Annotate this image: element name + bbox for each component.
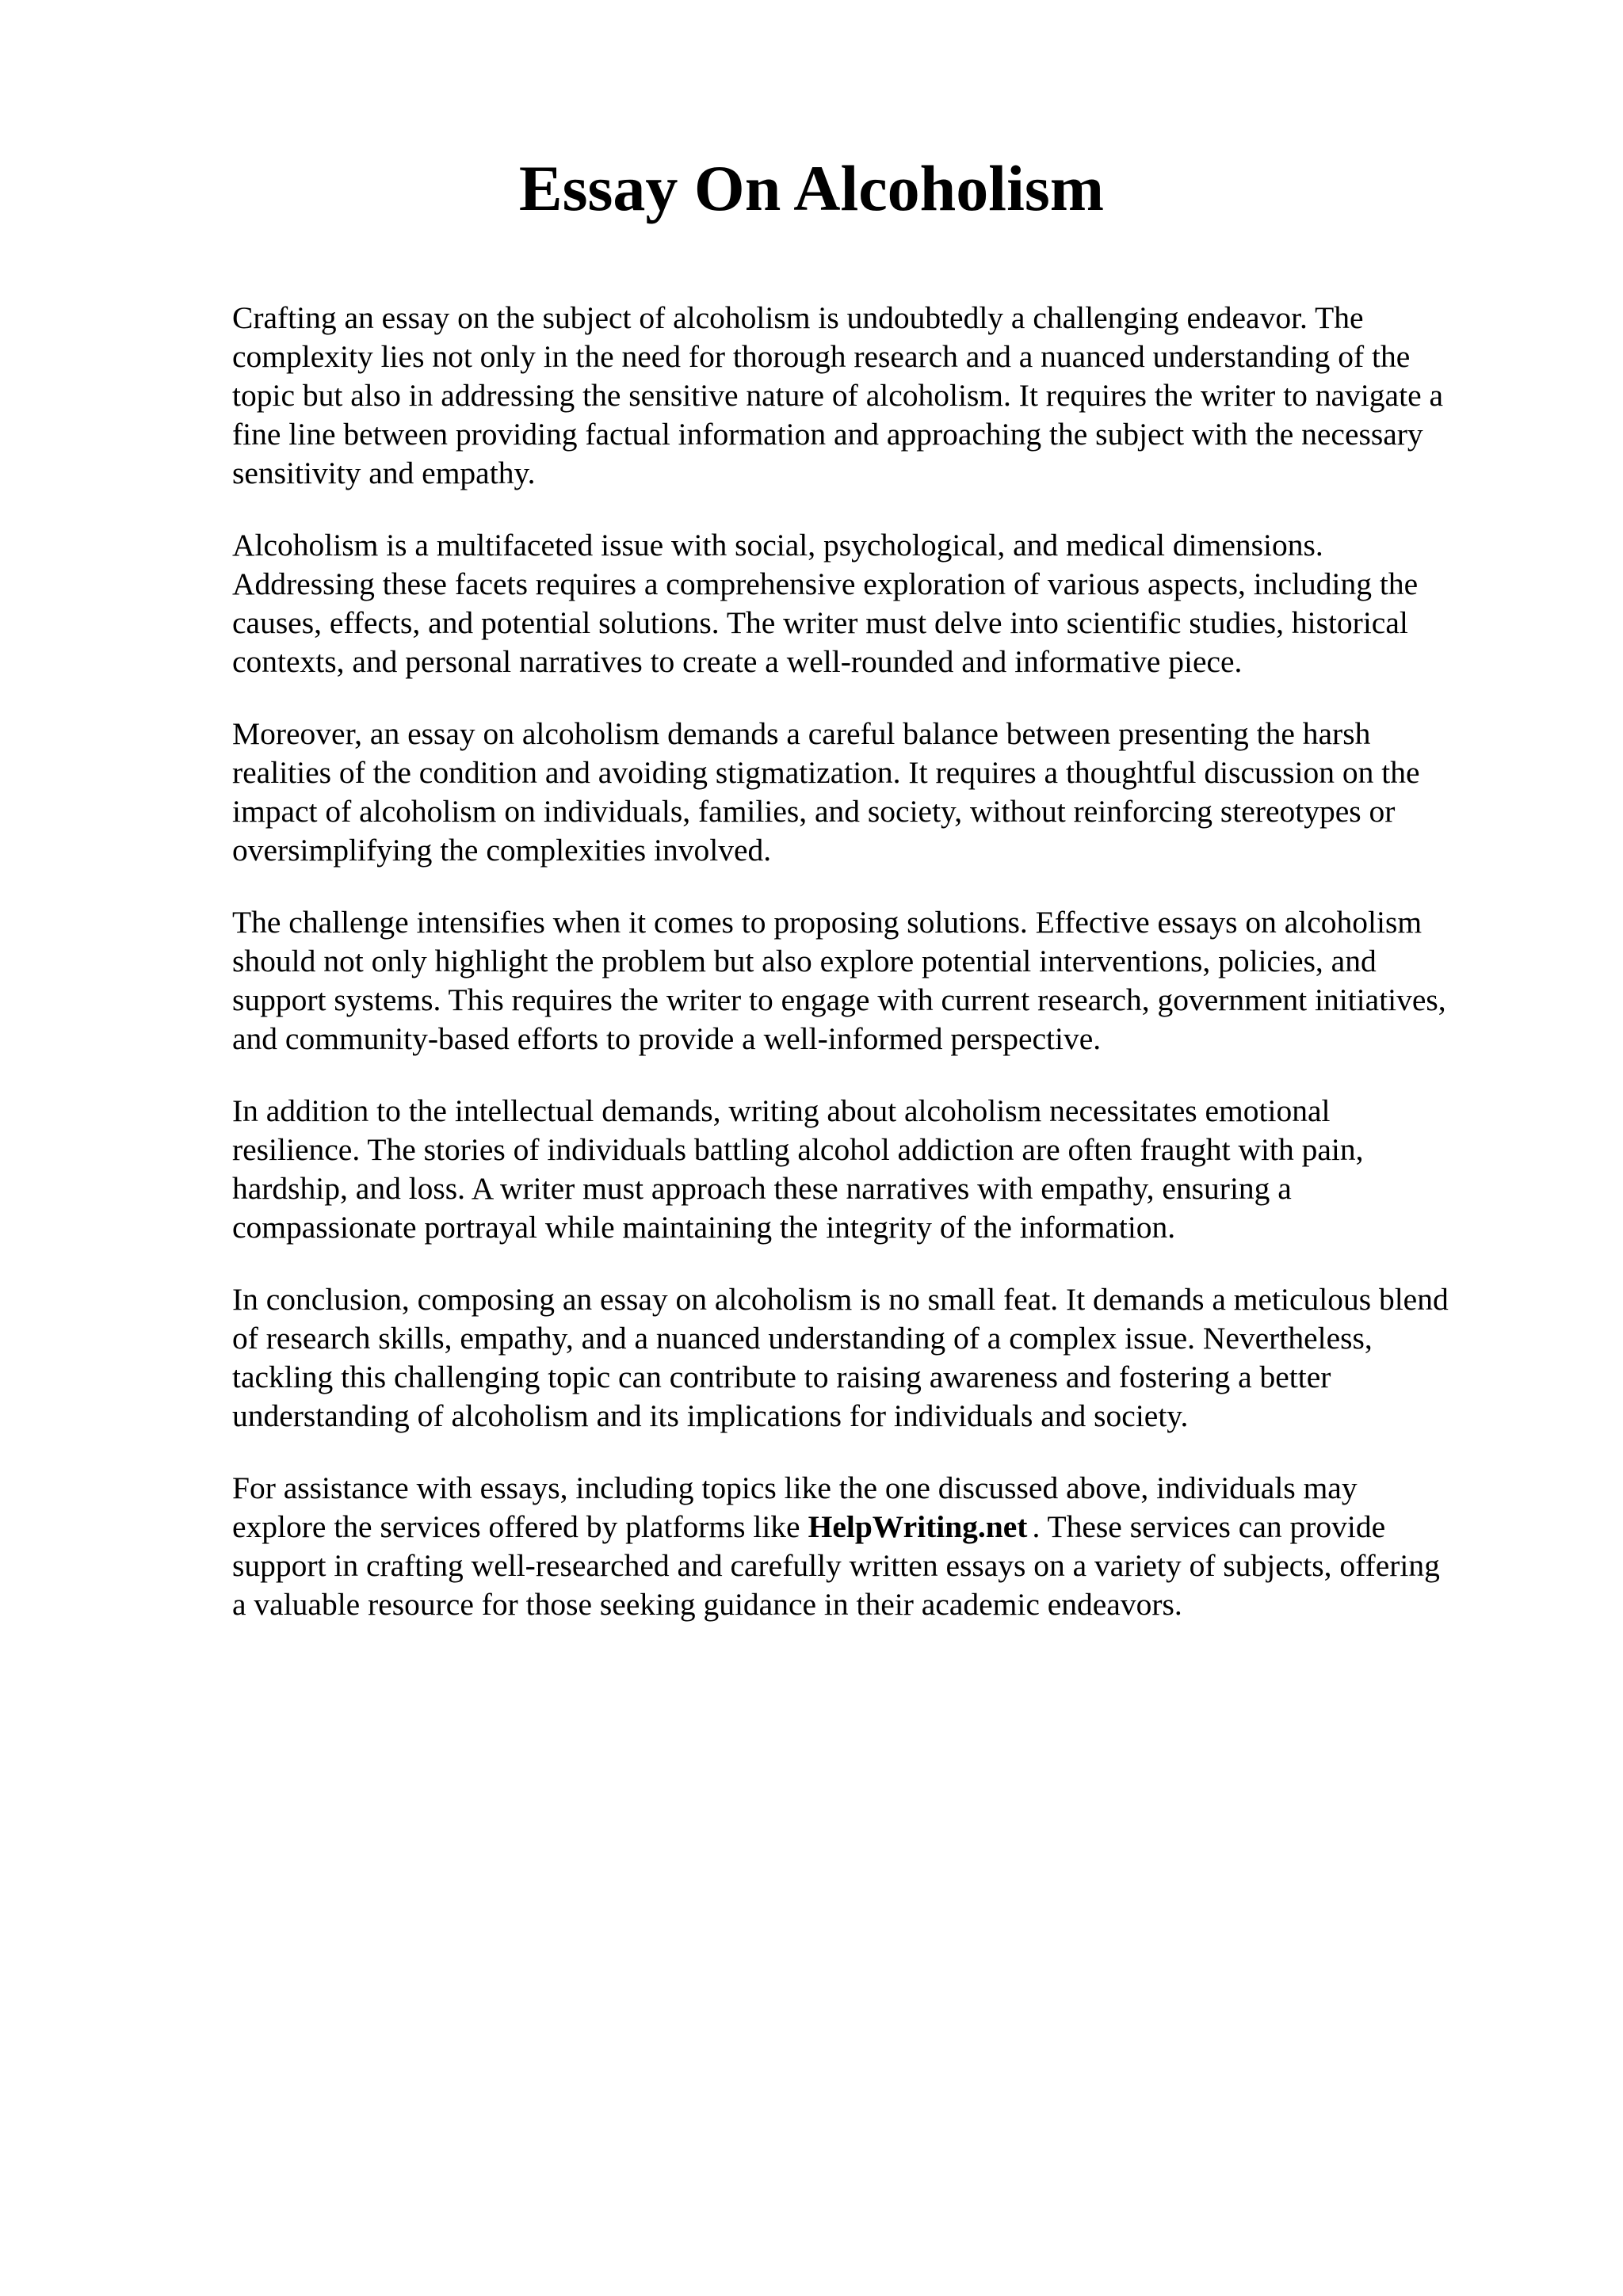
text-line: sensitivity and empathy. xyxy=(232,456,536,490)
closing-paragraph xyxy=(232,1469,1532,1624)
text-line: fine line between providing factual information and approaching the subject with the necessary xyxy=(232,417,1423,452)
text-line: topic but also in addressing the sensitive nature of alcoholism. It requires the writer to navigate a xyxy=(232,378,1444,413)
text-line: tackling this challenging topic can contribute to raising awareness and fostering a better xyxy=(232,1360,1331,1394)
text-line: contexts, and personal narratives to create a well-rounded and informative piece. xyxy=(232,644,1243,679)
paragraph-2 xyxy=(232,526,1532,681)
text-line: In conclusion, composing an essay on alcoholism is no small feat. It demands a meticulous blend xyxy=(232,1282,1449,1317)
page-title: Essay On Alcoholism xyxy=(518,152,1105,224)
text-line: In addition to the intellectual demands, writing about alcoholism necessitates emotional xyxy=(232,1093,1331,1128)
text-line: compassionate portrayal while maintaining the integrity of the information. xyxy=(232,1210,1176,1245)
text-line: Alcoholism is a multifaceted issue with social, psychological, and medical dimensions. xyxy=(232,528,1323,563)
text-line: For assistance with essays, including topics like the one discussed above, individuals may xyxy=(232,1470,1358,1505)
text-line: hardship, and loss. A writer must approach these narratives with empathy, ensuring a xyxy=(232,1171,1292,1206)
text-fragment: . These services can provide xyxy=(1032,1509,1386,1544)
text-line: Moreover, an essay on alcoholism demands a careful balance between presenting the harsh xyxy=(232,716,1371,751)
text-line: understanding of alcoholism and its implications for individuals and society. xyxy=(232,1398,1189,1433)
text-fragment: explore the services offered by platforms like xyxy=(232,1509,800,1544)
paragraph-6 xyxy=(232,1280,1532,1436)
text-line: realities of the condition and avoiding stigmatization. It requires a thoughtful discussion on the xyxy=(232,755,1420,790)
essay-body xyxy=(232,299,1532,1657)
text-line: impact of alcoholism on individuals, families, and society, without reinforcing stereotypes or xyxy=(232,794,1396,829)
text-line: should not only highlight the problem but also explore potential interventions, policies, and xyxy=(232,944,1377,978)
text-line: Crafting an essay on the subject of alcoholism is undoubtedly a challenging endeavor. The xyxy=(232,300,1364,335)
helpwriting-link[interactable]: HelpWriting.net xyxy=(808,1509,1028,1544)
text-line: complexity lies not only in the need for thorough research and a nuanced understanding of the xyxy=(232,339,1411,374)
text-line: The challenge intensifies when it comes to proposing solutions. Effective essays on alcoholism xyxy=(232,905,1423,940)
text-line: support in crafting well-researched and carefully written essays on a variety of subjects, offering xyxy=(232,1548,1440,1583)
text-line: resilience. The stories of individuals battling alcohol addiction are often fraught with pain, xyxy=(232,1132,1364,1167)
text-line: support systems. This requires the writer to engage with current research, government initiatives, xyxy=(232,982,1446,1017)
text-line-with-link xyxy=(232,1508,1532,1547)
text-line: of research skills, empathy, and a nuanced understanding of a complex issue. Nevertheless, xyxy=(232,1321,1373,1356)
paragraph-5 xyxy=(232,1092,1532,1247)
text-line: and community-based efforts to provide a well-informed perspective. xyxy=(232,1021,1102,1056)
text-line: causes, effects, and potential solutions. The writer must delve into scientific studies, historical xyxy=(232,605,1408,640)
paragraph-3 xyxy=(232,715,1532,870)
paragraph-4 xyxy=(232,903,1532,1058)
paragraph-1 xyxy=(232,299,1532,493)
text-line: a valuable resource for those seeking guidance in their academic endeavors. xyxy=(232,1587,1182,1622)
text-line: oversimplifying the complexities involved. xyxy=(232,833,772,868)
text-line: Addressing these facets requires a comprehensive exploration of various aspects, including the xyxy=(232,566,1419,601)
